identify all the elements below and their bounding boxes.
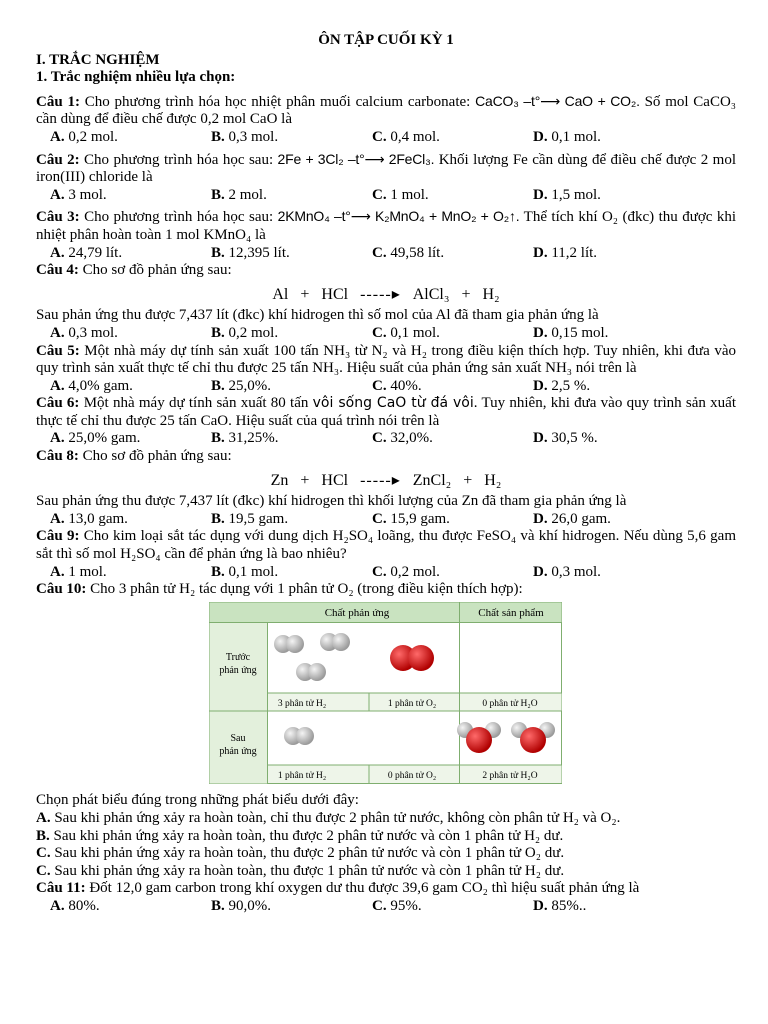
chemical-equation: CaCO₃ –t°⟶ CaO + CO₂.: [475, 92, 640, 109]
answer-options: [36, 245, 736, 263]
statement-c2[interactable]: C. Sau khi phản ứng xảy ra hoàn toàn, thu được 1 phân tử nước và còn 1 phân tử H₂ dư.: [36, 862, 565, 879]
option-d[interactable]: D. 0,3 mol.: [533, 563, 601, 580]
question-text: Cho kim loại sắt tác dụng với dung dịch H₂SO₄ loãng, thu được FeSO₄ và khí hidrogen. Nếu dùng 5,6 gam sắt thì số mol H₂SO₄ cần để phản ứng là bao nhiêu?: [36, 528, 736, 563]
option-c[interactable]: C. 40%.: [372, 377, 422, 394]
question-text: Một nhà máy dự tính sản xuất 80 tấn: [83, 395, 309, 412]
option-b[interactable]: B. 0,1 mol.: [211, 563, 279, 580]
option-a[interactable]: A. 3 mol.: [50, 186, 107, 203]
answer-options: [36, 511, 736, 529]
h2-molecule-icon: [274, 635, 304, 653]
row-label-after: phản ứng: [219, 745, 257, 757]
row-label-before: Trước: [225, 651, 251, 663]
question-label: Câu 8:: [36, 448, 79, 465]
statement-b[interactable]: B. Sau khi phản ứng xảy ra hoàn toàn, thu được 2 phân tử nước và còn 1 phân tử H₂ dư.: [36, 827, 564, 844]
option-c[interactable]: C. 0,4 mol.: [372, 128, 440, 145]
caption: 1 phân tử H₂: [277, 770, 327, 781]
option-c[interactable]: C. 15,9 gam.: [372, 510, 450, 527]
option-c[interactable]: C. 1 mol.: [372, 186, 429, 203]
question-6: [36, 395, 736, 430]
option-a[interactable]: A. 80%.: [50, 897, 100, 914]
option-a[interactable]: A. 0,2 mol.: [50, 128, 118, 145]
option-b[interactable]: B. 25,0%.: [211, 377, 272, 394]
question-1: [36, 93, 736, 129]
caption: 0 phân tử O₂: [387, 770, 437, 781]
question-label: Câu 9:: [36, 528, 80, 545]
reaction-scheme: Al + HCl -----▸ AlCl₃ + H₂: [272, 285, 500, 303]
o2-molecule-icon: [390, 645, 434, 671]
question-10: [36, 581, 736, 599]
question-text: Sau phản ứng thu được 7,437 lít (đkc) khí hidrogen thì khối lượng của Zn đã tham gia phản ứng là: [36, 493, 627, 510]
col-header-products: Chất sản phẩm: [478, 606, 544, 619]
question-2: [36, 151, 736, 187]
page-title: ÔN TẬP CUỐI KỲ 1: [318, 32, 454, 48]
question-label: Câu 6:: [36, 395, 80, 412]
answer-options: [36, 430, 736, 448]
question-text: Cho sơ đồ phản ứng sau:: [82, 262, 232, 279]
option-c[interactable]: C. 0,2 mol.: [372, 563, 440, 580]
caption: 2 phân tử H₂O: [482, 770, 538, 781]
question-text: vôi sống CaO từ đá vôi: [312, 395, 474, 412]
question-text: Cho phương trình hóa học nhiệt phân muối calcium carbonate:: [84, 93, 471, 110]
question-text: Khối lượng Fe cần dùng để điều chế được 2 mol iron(III) chloride là: [36, 151, 736, 186]
option-b[interactable]: B. 90,0%.: [211, 897, 272, 914]
col-header-reactants: Chất phản ứng: [324, 606, 390, 619]
caption: 1 phân tử O₂: [387, 698, 437, 709]
question-text: Sau phản ứng thu được 7,437 lít (đkc) khí hidrogen thì số mol của Al đã tham gia phản ứng là: [36, 307, 599, 324]
answer-options: [36, 187, 736, 205]
caption: 3 phân tử H₂: [277, 698, 327, 709]
option-a[interactable]: A. 4,0% gam.: [50, 377, 133, 394]
reaction-scheme: Zn + HCl -----▸ ZnCl₂ + H₂: [270, 471, 502, 489]
answer-options: [36, 325, 736, 343]
answer-options: [36, 129, 736, 147]
h2-molecule-icon: [296, 663, 326, 681]
question-label: Câu 11:: [36, 880, 86, 897]
molecule-reaction-figure: [209, 602, 562, 784]
question-label: Câu 10:: [36, 581, 87, 598]
option-c[interactable]: C. 95%.: [372, 897, 422, 914]
option-c[interactable]: C. 0,1 mol.: [372, 324, 440, 341]
row-label-after: Sau: [230, 732, 246, 744]
question-text: Cho phương trình hóa học sau:: [84, 151, 274, 168]
question-text: . Tuy nhiên, khi đưa vào quy trình sản xuất thực tế chỉ thu được 25 tấn CaO. Hiệu suất của quá trình nói trên là: [36, 395, 737, 429]
option-b[interactable]: B. 19,5 gam.: [211, 510, 289, 527]
question-text: Cho 3 phân tử H₂ tác dụng với 1 phân tử O₂ (trong điều kiện thích hợp):: [90, 581, 523, 598]
h2-molecule-icon: [284, 727, 314, 745]
statement-c[interactable]: C. Sau khi phản ứng xảy ra hoàn toàn, thu được 2 phân tử nước và còn 1 phân tử O₂ dư.: [36, 845, 565, 862]
caption: 0 phân tử H₂O: [482, 698, 538, 709]
arrow-icon: -----▸: [360, 471, 401, 489]
h2-molecule-icon: [320, 633, 350, 651]
option-c[interactable]: C. 32,0%.: [372, 430, 433, 447]
answer-options: [36, 564, 736, 582]
question-4: [36, 262, 736, 280]
option-a[interactable]: A. 25,0% gam.: [50, 430, 141, 447]
question-label: Câu 4:: [36, 262, 79, 279]
option-d[interactable]: D. 26,0 gam.: [533, 510, 611, 527]
question-11: [36, 880, 736, 898]
option-b[interactable]: B. 2 mol.: [211, 186, 267, 203]
question-text: Một nhà máy dự tính sản xuất 100 tấn NH₃ từ N₂ và H₂ trong điều kiện thích hợp. Tuy nhiên, khi đưa vào quy trình sản xuất thực tế chỉ thu được 25 tấn NH₃. Hiệu suất của phản ứng sản xuất NH₃ nói trên là: [36, 342, 736, 377]
option-a[interactable]: A. 1 mol.: [50, 563, 107, 580]
option-d[interactable]: D. 30,5 %.: [533, 430, 598, 447]
row-label-before: phản ứng: [219, 664, 257, 676]
question-label: Câu 2:: [36, 151, 80, 168]
statement-a[interactable]: A. Sau khi phản ứng xảy ra hoàn toàn, chỉ thu được 2 phân tử nước, không còn phân tử H₂ và O₂.: [36, 810, 621, 826]
option-a[interactable]: A. 0,3 mol.: [50, 324, 118, 341]
question-text: Cho phương trình hóa học sau:: [84, 209, 274, 226]
option-d[interactable]: D. 2,5 %.: [533, 377, 591, 394]
question-text: Chọn phát biểu đúng trong những phát biểu dưới đây:: [36, 792, 359, 809]
question-9: [36, 528, 736, 563]
option-d[interactable]: D. 85%..: [533, 897, 587, 914]
answer-options: [36, 898, 736, 916]
figure-label-col: [210, 622, 268, 783]
option-b[interactable]: B. 12,395 lít.: [211, 244, 290, 261]
question-5: [36, 343, 736, 378]
option-d[interactable]: D. 0,15 mol.: [533, 324, 609, 341]
question-text: Số mol CaCO₃ cần dùng để điều chế được 0,2 mol CaO là: [36, 93, 737, 128]
subsection-heading: 1. Trắc nghiệm nhiều lựa chọn:: [36, 69, 236, 86]
option-d[interactable]: D. 0,1 mol.: [533, 128, 601, 145]
option-b[interactable]: B. 31,25%.: [211, 430, 279, 447]
question-label: Câu 1:: [36, 93, 80, 110]
question-label: Câu 5:: [36, 342, 80, 359]
option-a[interactable]: A. 24,79 lít.: [50, 244, 123, 261]
document-page: [36, 32, 736, 916]
question-3: [36, 208, 736, 244]
question-8: [36, 448, 736, 466]
option-c[interactable]: C. 49,58 lít.: [372, 244, 445, 261]
question-text: Thể tích khí O₂ (đkc) thu được khi nhiệt phân hoàn toàn 1 mol KMnO₄ là: [36, 209, 737, 243]
option-b[interactable]: B. 0,2 mol.: [211, 324, 279, 341]
arrow-icon: -----▸: [360, 285, 401, 303]
option-d[interactable]: D. 11,2 lít.: [533, 244, 598, 261]
option-d[interactable]: D. 1,5 mol.: [533, 186, 601, 203]
section-heading: I. TRẮC NGHIỆM: [36, 51, 160, 68]
option-a[interactable]: A. 13,0 gam.: [50, 510, 128, 527]
question-label: Câu 3:: [36, 209, 80, 226]
question-text: Cho sơ đồ phản ứng sau:: [82, 448, 232, 465]
option-b[interactable]: B. 0,3 mol.: [211, 128, 279, 145]
answer-options: [36, 378, 736, 396]
chemical-equation: 2KMnO₄ –t°⟶ K₂MnO₄ + MnO₂ + O₂↑.: [277, 208, 520, 225]
chemical-equation: 2Fe + 3Cl₂ –t°⟶ 2FeCl₃.: [277, 150, 435, 167]
question-text: Đốt 12,0 gam carbon trong khí oxygen dư thu được 39,6 gam CO₂ thì hiệu suất phản ứng là: [89, 880, 640, 897]
